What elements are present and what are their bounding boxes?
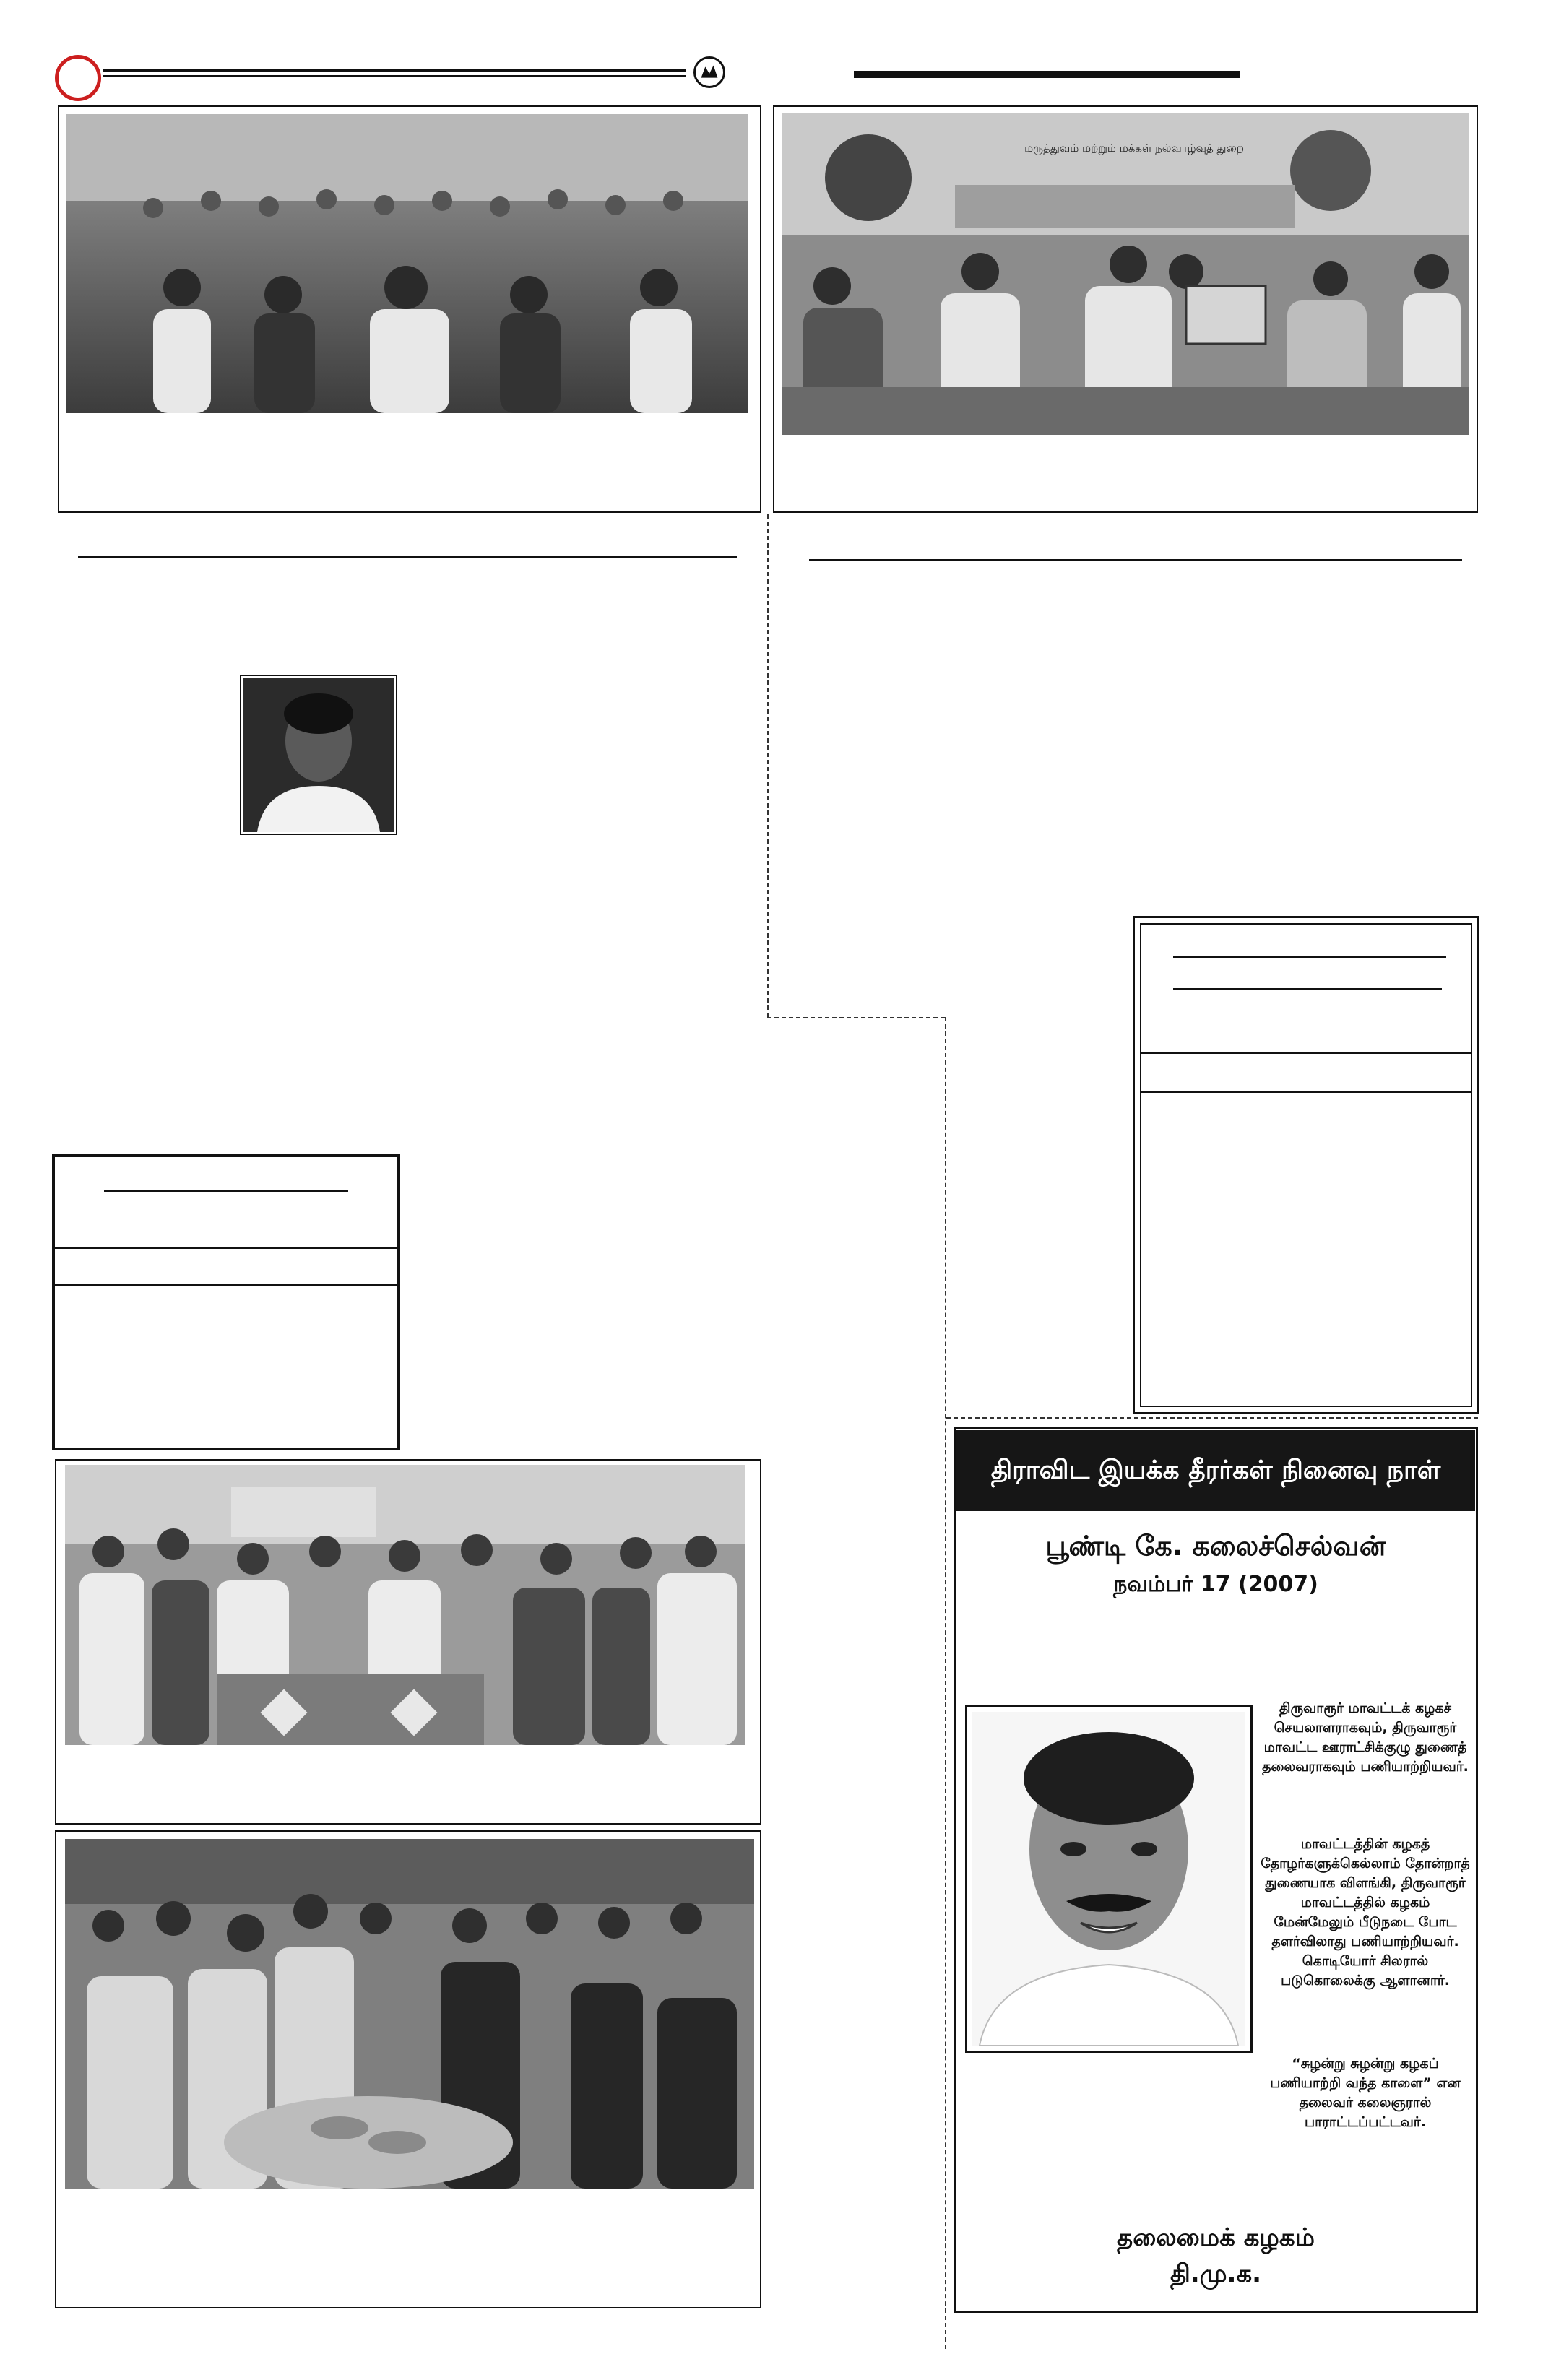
party-emblem-icon	[693, 56, 725, 88]
masthead-rule-bottom	[103, 75, 686, 77]
photo-market-visit	[65, 1839, 754, 2189]
right-info-title-rule-2	[1173, 988, 1442, 990]
left-section-rule	[78, 556, 737, 558]
tribute-quote: “சுழன்று சுழன்று கழகப் பணியாற்றி வந்த காளை” என தலைவர் கலைஞரால் பாராட்டப்பட்டவர்.	[1270, 2056, 1461, 2130]
tribute-bio-1: திருவாரூர் மாவட்டக் கழகச் செயலாளராகவும், திருவாரூர் மாவட்ட ஊராட்சிக்குழு துணைத் தலைவராகவும் பணியாற்றியவர்.	[1262, 1700, 1469, 1775]
tribute-date: நவம்பர் 17 (2007)	[1113, 1572, 1318, 1597]
tribute-top-rule	[946, 1417, 1478, 1419]
column-divider-lower	[945, 1017, 946, 2349]
tribute-footer-party: தி.மு.க.	[1170, 2259, 1262, 2288]
right-info-divider-2	[1141, 1091, 1471, 1093]
left-info-divider-2	[55, 1284, 397, 1286]
tribute-bio-2: மாவட்டத்தின் கழகத் தோழர்களுக்கெல்லாம் தோன்றாத் துணையாக விளங்கி, திருவாரூர் மாவட்டத்தில் கழகம் மேன்மேலும் பீடுநடை போட தளர்விலாது பணியாற்றியவர். கொடியோர் சிலரால் படுகொலைக்கு ஆளானார்.	[1261, 1836, 1470, 1989]
right-section-rule	[809, 559, 1462, 561]
tribute-banner: திராவிட இயக்க தீரர்கள் நினைவு நாள்	[956, 1430, 1475, 1511]
right-info-title-rule-1	[1173, 956, 1446, 958]
right-header-rule	[854, 71, 1240, 78]
red-circle-logo	[55, 55, 101, 101]
photo-health-camp-distribution	[782, 113, 1469, 435]
masthead-rule-top	[103, 69, 686, 72]
right-info-box-inner	[1140, 923, 1472, 1407]
right-info-divider-1	[1141, 1052, 1471, 1054]
photo-event-audience-seated	[66, 114, 748, 413]
tribute-name: பூண்டி கே. கலைச்செல்வன்	[1045, 1530, 1386, 1562]
tribute-footer-org: தலைமைக் கழகம்	[1117, 2223, 1315, 2252]
left-info-title-rule	[104, 1190, 348, 1192]
health-camp-banner-text: மருத்துவம் மற்றும் மக்கள் நல்வாழ்வுத் துறை	[1024, 142, 1244, 155]
photo-leader-portrait	[243, 678, 394, 832]
column-divider	[767, 514, 769, 1017]
left-info-box	[52, 1154, 400, 1450]
left-info-divider-1	[55, 1247, 397, 1249]
photo-petition-meeting	[65, 1465, 745, 1745]
photo-tribute-portrait	[972, 1712, 1245, 2046]
column-step	[767, 1017, 945, 1018]
